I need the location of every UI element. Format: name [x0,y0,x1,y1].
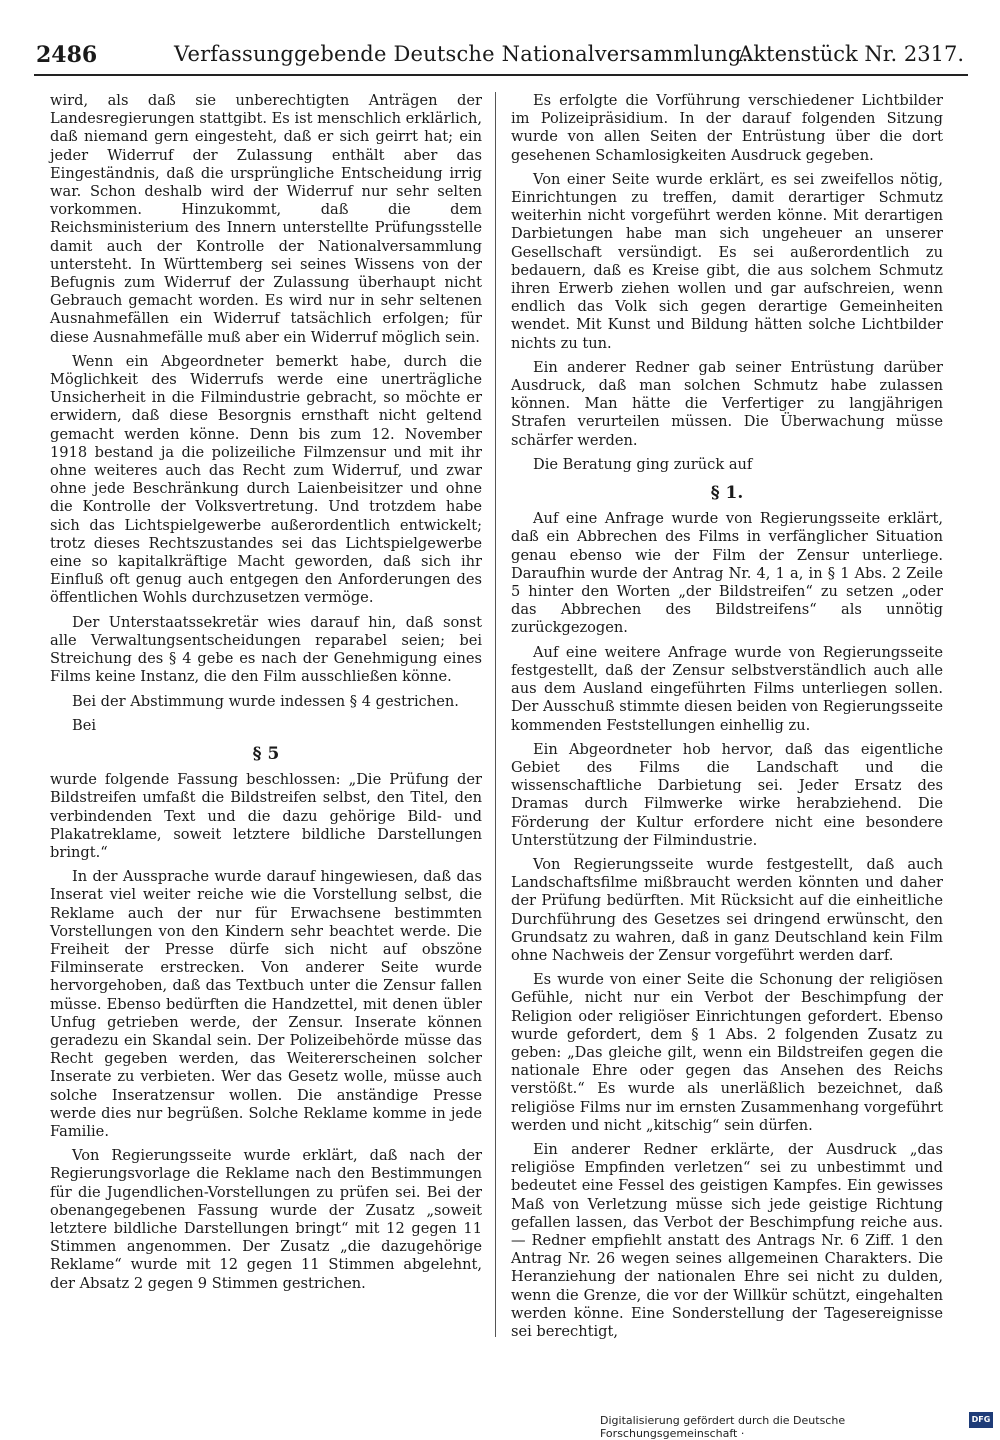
paragraph: Von Regierungsseite wurde erklärt, daß nach der Regierungsvorlage die Reklame nach den Bestimmungen für die Jugendlichen-Vorstellungen zu prüfen sei. Bei der obenangegebenen Fassung wurde der Zusatz „soweit letztere bildliche Darstellungen bringt“ mit 12 gegen 11 Stimmen angenommen. Der Zusatz „die dazugehörige Reklame“ wurde mit 12 gegen 11 Stimmen abgelehnt, der Absatz 2 gegen 9 Stimmen gestrichen. [50,1147,482,1292]
paragraph: Der Unterstaatssekretär wies darauf hin, daß sonst alle Verwaltungsentscheidungen reparabel seien; bei Streichung des § 4 gebe es nach der Genehmigung eines Films keine Instanz, die den Film ausschließen könne. [50,613,482,686]
funding-notice: Digitalisierung gefördert durch die Deutsche Forschungsgemeinschaft · [600,1414,846,1440]
running-title: Verfassunggebende Deutsche Nationalversammlung. [174,42,749,66]
section-heading: § 1. [710,483,744,504]
paragraph: Auf eine Anfrage wurde von Regierungsseite erklärt, daß ein Abbrechen des Films in verfänglicher Situation genau ebenso wie der Film der Zensur unterliege. Daraufhin wurde der Antrag Nr. 4, 1 a, in § 1 Abs. 2 Zeile 5 hinter den Worten „der Bildstreifen“ zu setzen „oder das Abbrechen des Bildstreifens“ als unnötig zurückgezogen. [511,510,943,637]
page-number: 2486 [36,42,98,68]
paragraph: Von Regierungsseite wurde festgestellt, daß auch Landschaftsfilme mißbraucht werden könnten und daher der Prüfung bedürften. Mit Rücksicht auf die einheitliche Durchführung des Gesetzes sei dringend erwünscht, den Grundsatz zu wahren, daß in ganz Deutschland kein Film ohne Nachweis der Zensur vorgeführt werden darf. [511,855,943,964]
column-divider [495,92,496,1337]
page-header [34,40,968,76]
paragraph: Von einer Seite wurde erklärt, es sei zweifellos nötig, Einrichtungen zu treffen, damit derartiger Schmutz weiterhin nicht vorgeführt werden könne. Mit derartigen Darbietungen habe man sich ungeheuer an unserer Gesellschaft versündigt. Es sei außerordentlich zu bedauern, daß es Kreise gibt, die aus solchem Schmutz ihren Erwerb ziehen wollen und gar aufschreien, wenn endlich das Volk sich gegen derartige Gemeinheiten wendet. Mit Kunst und Bildung hätten solche Lichtbilder nichts zu tun. [511,170,943,352]
paragraph: Wenn ein Abgeordneter bemerkt habe, durch die Möglichkeit des Widerrufs werde eine unerträgliche Unsicherheit in die Filmindustrie gebracht, so möchte er erwidern, daß diese Besorgnis ernsthaft nicht geltend gemacht werden könne. Denn bis zum 12. November 1918 bestand ja die polizeiliche Filmzensur und mit ihr ohne weiteres auch das Recht zum Widerruf, und zwar ohne jede Beschränkung durch Laienbeisitzer und ohne die Kontrolle der Volksvertretung. Und trotzdem habe sich das Lichtspielgewerbe außerordentlich entwickelt; trotz dieses Rechtszustandes sei das Lichtspielgewerbe eine so kapitalkräftige Macht geworden, daß sich ihr Einfluß oft genug auch entgegen den Anforderungen des öffentlichen Wohls durchzusetzen vermöge. [50,352,482,607]
left-column [50,92,482,1299]
paragraph: In der Aussprache wurde darauf hingewiesen, daß das Inserat viel weiter reiche wie die Vorstellung selbst, die Reklame auch der nur für Erwachsene bestimmten Vorstellungen von den Kindern sehr beachtet werde. Die Freiheit der Presse dürfe sich nicht auf obszöne Filminserate erstrecken. Von anderer Seite wurde hervorgehoben, daß das Textbuch unter die Zensur fallen müsse. Ebenso bedürften die Handzettel, mit denen übler Unfug getrieben werde, der Zensur. Inserate können geradezu ein Skandal sein. Der Polizeibehörde müsse das Recht gegeben werden, das Weitererscheinen solcher Inserate zu verbieten. Wer das Gesetz wolle, müsse auch solche Inseratzensur wollen. Die anständige Presse werde dies nur begrüßen. Solche Reklame komme in jede Familie. [50,868,482,1140]
paragraph: Es erfolgte die Vorführung verschiedener Lichtbilder im Polizeipräsidium. In der darauf folgenden Sitzung wurde von allen Seiten der Entrüstung über die dort gesehenen Schamlosigkeiten Ausdruck gegeben. [511,92,943,164]
document-number: Aktenstück Nr. 2317. [738,42,964,66]
paragraph: wurde folgende Fassung beschlossen: „Die Prüfung der Bildstreifen umfaßt die Bildstreifen selbst, den Titel, den verbindenden Text und die dazu gehörige Bild- und Plakatreklame, soweit letztere bildliche Darstellungen bringt.“ [50,771,482,861]
paragraph: Bei [72,716,97,734]
paragraph: Die Beratung ging zurück auf [533,455,753,473]
page-footer [600,1412,995,1440]
paragraph: Auf eine weitere Anfrage wurde von Regierungsseite festgestellt, daß der Zensur selbstverständlich auch alle aus dem Ausland eingeführten Films unterliegen sollen. Der Ausschuß stimmte diesen beiden von Regierungsseite kommenden Feststellungen einhellig zu. [511,643,943,734]
paragraph: wird, als daß sie unberechtigten Anträgen der Landesregierungen stattgibt. Es ist menschlich erklärlich, daß niemand gern eingesteht, daß er sich geirrt hat; ein jeder Widerruf der Zulassung enthält aber das Eingeständnis, daß die ursprüngliche Entscheidung irrig war. Schon deshalb wird der Widerruf nur sehr selten vorkommen. Hinzukommt, daß die dem Reichsministerium des Innern unterstellte Prüfungsstelle damit auch der Kontrolle der Nationalversammlung untersteht. In Württemberg sei seines Wissens von der Befugnis zum Widerruf der Zulassung überhaupt nicht Gebrauch gemacht worden. Es wird nur in sehr seltenen Ausnahmefällen ein Widerruf tatsächlich erfolgen; für diese Ausnahmefälle muß aber ein Widerruf möglich sein. [50,92,482,346]
paragraph: Es wurde von einer Seite die Schonung der religiösen Gefühle, nicht nur ein Verbot der Beschimpfung der Religion oder religiöser Einrichtungen gefordert. Ebenso wurde gefordert, dem § 1 Abs. 2 folgenden Zusatz zu geben: „Das gleiche gilt, wenn ein Bildstreifen gegen die nationale Ehre oder gegen das Ansehen des Reichs verstößt.“ Es wurde als unerläßlich bezeichnet, daß religiöse Films nur im ernsten Zusammenhang vorgeführt werden und nicht „kitschig“ sein dürfen. [511,971,943,1134]
dfg-logo: DFG [969,1412,993,1428]
section-heading: § 5 [252,743,280,764]
paragraph: Ein anderer Redner gab seiner Entrüstung darüber Ausdruck, daß man solchen Schmutz habe zulassen können. Man hätte die Verfertiger zu langjährigen Strafen verurteilen müssen. Die Überwachung müsse schärfer werden. [511,358,943,449]
paragraph: Bei der Abstimmung wurde indessen § 4 gestrichen. [72,692,459,710]
paragraph: Ein Abgeordneter hob hervor, daß das eigentliche Gebiet des Films die Landschaft und die wissenschaftliche Darbietung sei. Jeder Ersatz des Dramas durch Filmwerke wirke herabziehend. Die Förderung der Kultur erfordere nicht eine besondere Unterstützung der Filmindustrie. [511,740,943,849]
paragraph: Ein anderer Redner erklärte, der Ausdruck „das religiöse Empfinden verletzen“ sei zu unbestimmt und bedeutet eine Fessel des geistigen Kampfes. Ein gewisses Maß von Verletzung müsse sich jede geistige Richtung gefallen lassen, das Verbot der Beschimpfung reiche aus. — Redner empfiehlt anstatt des Antrags Nr. 6 Ziff. 1 den Antrag Nr. 26 wegen seines allgemeinen Charakters. Die Heranziehung der nationalen Ehre sei nicht zu dulden, wenn die Grenze, die vor der Willkür schützt, eingehalten werden könne. Eine Sonderstellung der Tagesereignisse sei berechtigt, [511,1140,943,1340]
right-column [511,92,943,1347]
